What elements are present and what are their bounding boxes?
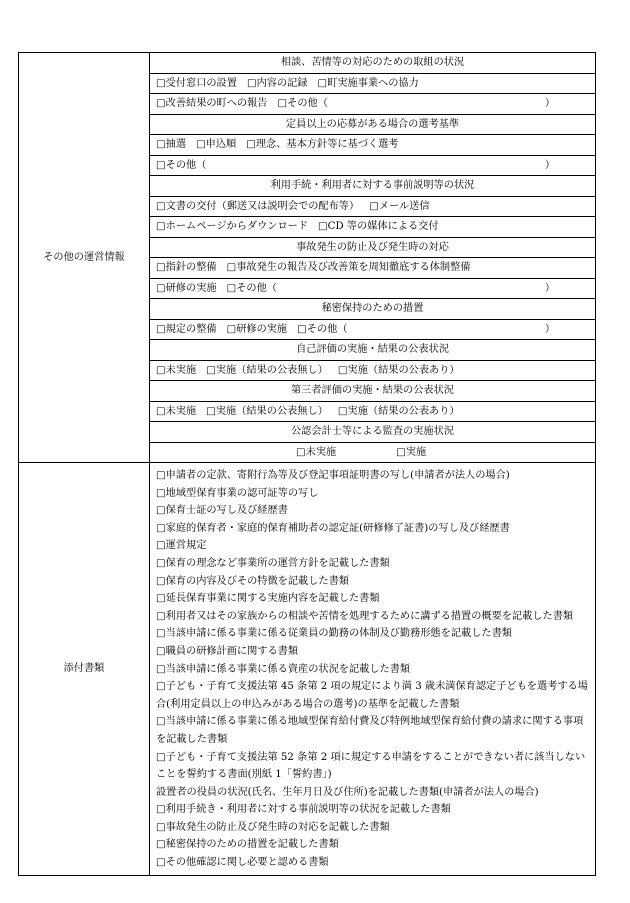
attachment-item[interactable]: □職員の研修計画に関する書類	[156, 645, 299, 657]
checkbox-option[interactable]: □研修の実施	[226, 323, 288, 335]
section-header: 秘密保持のための措置	[150, 299, 596, 320]
checkbox-option[interactable]: □その他（	[277, 98, 328, 109]
checkbox-option[interactable]: □理念、基本方針等に基づく選考	[246, 139, 399, 150]
checkbox-option[interactable]: □文書の交付（郵送又は説明会での配布等）	[156, 200, 360, 212]
attachment-item[interactable]: □利用手続き・利用者に対する事前説明等の状況を記載した書類	[156, 804, 451, 816]
attachment-item[interactable]: □事故発生の防止及び発生時の対応を記載した書類	[156, 821, 390, 833]
checkbox-option[interactable]: □実施（結果の公表無し）	[206, 364, 328, 376]
option-row	[150, 196, 596, 217]
checkbox-option[interactable]: □内容の記録	[246, 77, 308, 89]
closing-paren: ）	[544, 282, 555, 294]
checkbox-option[interactable]: □規定の整備	[156, 323, 217, 335]
attachment-item[interactable]: □延長保育事業に関する実施内容を記載した書類	[156, 593, 380, 605]
attachment-item[interactable]: □秘密保持のための措置を記載した書類	[156, 839, 339, 851]
attachment-item[interactable]: □申請者の定款、寄附行為等及び登記事項証明書の写し(申請者が法人の場合)	[156, 470, 510, 481]
option-row	[150, 319, 596, 340]
form-table	[18, 52, 596, 876]
closing-paren: ）	[544, 323, 555, 335]
option-row	[150, 401, 596, 422]
attachment-item[interactable]: □運営規定	[156, 540, 207, 552]
option-row	[150, 278, 596, 299]
option-row	[150, 258, 596, 279]
attachment-item[interactable]: □当該申請に係る事業に係る資産の状況を記載した書類	[156, 663, 411, 675]
attachment-item[interactable]: □子ども・子育て支援法第 52 条第 2 項に規定する申請をすることができない者に該当しないことを誓約する書面(別紙 1「誓約書」)	[156, 751, 586, 781]
checkbox-option[interactable]: □申込順	[196, 139, 237, 150]
option-row	[150, 217, 596, 238]
attachments-label: 添付書類	[19, 463, 150, 876]
checkbox-option[interactable]: □未実施	[156, 405, 197, 417]
section-header: 公認会計士等による監査の実施状況	[150, 422, 596, 443]
option-row	[150, 73, 596, 94]
checkbox-option[interactable]: □実施（結果の公表あり）	[337, 364, 460, 376]
attachment-item[interactable]: □保育士証の写し及び経歴書	[156, 505, 288, 517]
checkbox-option[interactable]: □未実施	[156, 364, 197, 376]
section-header: 事故発生の防止及び発生時の対応	[150, 237, 596, 258]
checkbox-option[interactable]: □実施（結果の公表無し）	[206, 405, 328, 417]
checkbox-option[interactable]: □メール送信	[369, 200, 430, 212]
section-header: 利用手続・利用者に対する事前説明等の状況	[150, 176, 596, 197]
attachment-item[interactable]: □その他確認に関し必要と認める書類	[156, 857, 329, 869]
checkbox-option[interactable]: □ホームページからダウンロード	[156, 221, 309, 232]
option-row	[150, 155, 596, 176]
option-row	[150, 135, 596, 156]
attachment-item[interactable]: □当該申請に係る事業に係る従業員の勤務の体制及び勤務形態を記載した書類	[156, 628, 512, 640]
section-header: 相談、苦情等の対応のための取組の状況	[150, 53, 596, 74]
checkbox-option[interactable]: □その他（	[156, 159, 207, 171]
option-row	[150, 360, 596, 381]
closing-paren: ）	[544, 98, 555, 109]
option-row	[150, 442, 596, 463]
checkbox-option[interactable]: □未実施	[296, 446, 337, 458]
attachment-item[interactable]: 設置者の役員の状況(氏名、生年月日及び住所)を記載した書類(申請者が法人の場合)	[156, 786, 539, 798]
attachment-item[interactable]: □保育の内容及びその特徴を記載した書類	[156, 575, 349, 587]
attachments-list	[150, 463, 596, 876]
checkbox-option[interactable]: □受付窓口の設置	[156, 77, 237, 89]
section-header: 自己評価の実施・結果の公表状況	[150, 340, 596, 361]
attachment-item[interactable]: □保育の理念など事業所の運営方針を記載した書類	[156, 557, 390, 569]
checkbox-option[interactable]: □CD 等の媒体による交付	[318, 221, 439, 232]
section-header: 定員以上の応募がある場合の選考基準	[150, 114, 596, 135]
checkbox-option[interactable]: □実施（結果の公表あり）	[337, 405, 460, 417]
other-info-label: その他の運営情報	[19, 53, 150, 463]
checkbox-option[interactable]: □指針の整備	[156, 262, 217, 273]
attachment-item[interactable]: □家庭的保育者・家庭的保育補助者の認定証(研修修了証書)の写し及び経歴書	[156, 522, 510, 534]
checkbox-option[interactable]: □改善結果の町への報告	[156, 98, 268, 109]
checkbox-option[interactable]: □研修の実施	[156, 282, 217, 294]
checkbox-option[interactable]: □町実施事業への協力	[317, 77, 419, 89]
checkbox-option[interactable]: □事故発生の報告及び改善策を周知徹底する体制整備	[226, 262, 471, 273]
option-row	[150, 94, 596, 115]
attachment-item[interactable]: □当該申請に係る事業に係る地域型保育給付費及び特例地域型保育給付費の請求に関する事項を記載した書類	[156, 716, 584, 745]
closing-paren: ）	[544, 159, 555, 171]
section-header: 第三者評価の実施・結果の公表状況	[150, 381, 596, 402]
attachment-item[interactable]: □地域型保育事業の認可証等の写し	[156, 487, 319, 499]
checkbox-option[interactable]: □その他（	[226, 282, 277, 294]
checkbox-option[interactable]: □抽選	[156, 139, 187, 150]
checkbox-option[interactable]: □実施	[396, 446, 427, 458]
attachment-item[interactable]: □子ども・子育て支援法第 45 条第 2 項の規定により満 3 歳未満保育認定子どもを選考する場合(利用定員以上の申込みがある場合の選考)の基準を記載した書類	[156, 681, 588, 710]
attachment-item[interactable]: □利用者又はその家族からの相談や苦情を処理するために講ずる措置の概要を記載した書類	[156, 610, 574, 622]
checkbox-option[interactable]: □その他（	[297, 323, 348, 335]
